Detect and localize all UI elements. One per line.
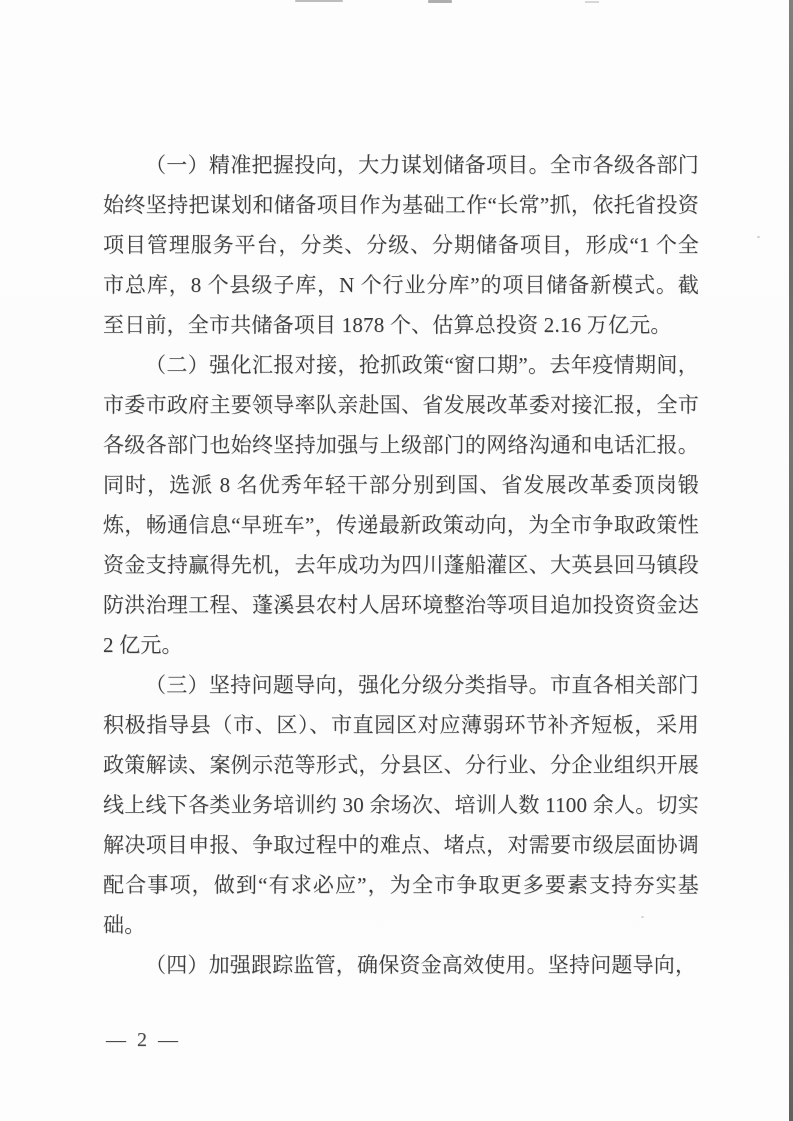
- document-body: [103, 145, 699, 985]
- scan-artifact-right-edge: [789, 0, 793, 1121]
- scan-artifact-top-mark: [295, 0, 343, 2]
- scan-artifact-top-mark: [428, 0, 452, 3]
- paragraph-item-2: （二）强化汇报对接，抢抓政策“窗口期”。去年疫情期间，市委市政府主要领导率队亲赴国、省发展改革委对接汇报，全市各级各部门也始终坚持加强与上级部门的网络沟通和电话汇报。同时，选派 8 名优秀年轻干部分别到国、省发展改革委顶岗锻炼，畅通信息“早班车”，传递最新政策动向，为全市争取政策性资金支持赢得先机，去年成功为四川蓬船灌区、大英县回马镇段防洪治理工程、蓬溪县农村人居环境整治等项目追加投资资金达 2 亿元。: [103, 353, 699, 657]
- paragraph-item-3: （三）坚持问题导向，强化分级分类指导。市直各相关部门积极指导县（市、区）、市直园区对应薄弱环节补齐短板，采用政策解读、案例示范等形式，分县区、分行业、分企业组织开展线上线下各类业务培训约 30 余场次、培训人数 1100 余人。切实解决项目申报、争取过程中的难点、堵点，对需要市级层面协调配合事项，做到“有求必应”，为全市争取更多要素支持夯实基础。: [103, 673, 699, 937]
- scan-artifact-speck: [757, 236, 760, 238]
- paragraph-item-1: （一）精准把握投向，大力谋划储备项目。全市各级各部门始终坚持把谋划和储备项目作为基础工作“长常”抓，依托省投资项目管理服务平台，分类、分级、分期储备项目，形成“1 个全市总库，8 个县级子库，N 个行业分库”的项目储备新模式。截至日前，全市共储备项目 1878 个、估算总投资 2.16 万亿元。: [103, 153, 699, 337]
- page-number: — 2 —: [106, 1029, 181, 1051]
- paragraph-item-4: （四）加强跟踪监管，确保资金高效使用。坚持问题导向，: [145, 953, 697, 977]
- scan-artifact-top-mark: [585, 1, 599, 3]
